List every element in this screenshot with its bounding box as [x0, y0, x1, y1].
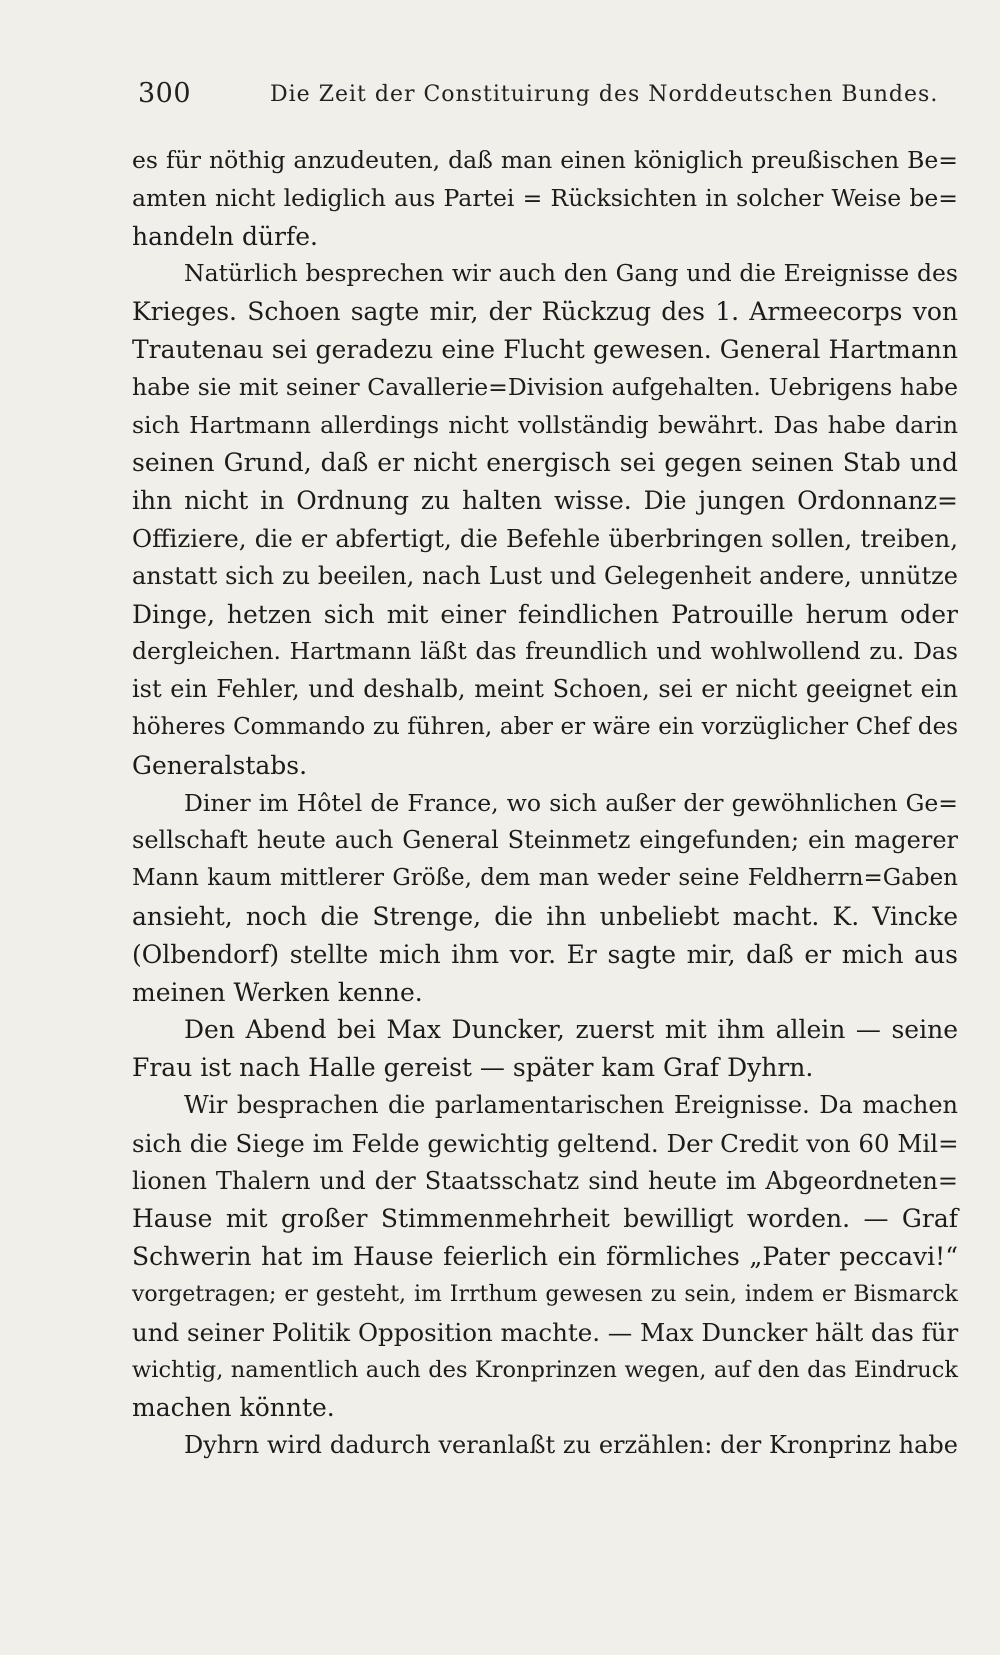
text-line: Schwerin hat im Hause feierlich ein förmliches „Pater peccavi!“: [132, 1242, 958, 1272]
page-number: 300: [138, 78, 192, 109]
text-line: Natürlich besprechen wir auch den Gang und die Ereignisse des: [184, 259, 958, 288]
text-line: Frau ist nach Halle gereist — später kam Graf Dyhrn.: [132, 1053, 814, 1083]
text-line: Dinge, hetzen sich mit einer feindlichen Patrouille herum oder: [132, 599, 958, 629]
text-line: (Olbendorf) stellte mich ihm vor. Er sagte mir, daß er mich aus: [132, 939, 958, 969]
text-line: höheres Commando zu führen, aber er wäre ein vorzüglicher Chef des: [132, 713, 958, 740]
text-line: seinen Grund, daß er nicht energisch sei gegen seinen Stab und: [132, 448, 958, 478]
body-text: [132, 142, 958, 1465]
text-line: sich Hartmann allerdings nicht vollständig bewährt. Das habe darin: [132, 410, 958, 439]
text-line: ansieht, noch die Strenge, die ihn unbeliebt macht. K. Vincke: [132, 901, 958, 931]
text-line: Wir besprachen die parlamentarischen Ereignisse. Da machen: [184, 1090, 958, 1119]
text-line: und seiner Politik Opposition machte. — Max Duncker hält das für: [132, 1317, 959, 1347]
text-line: amten nicht lediglich aus Partei = Rücksichten in solcher Weise be=: [132, 183, 958, 212]
text-line: Generalstabs.: [132, 750, 308, 780]
text-line: Offiziere, die er abfertigt, die Befehle überbringen sollen, treiben,: [132, 523, 958, 553]
text-line: habe sie mit seiner Cavallerie=Division aufgehalten. Uebrigens habe: [132, 372, 958, 401]
text-line: wichtig, namentlich auch des Kronprinzen wegen, auf den das Eindruck: [132, 1356, 958, 1383]
text-line: ist ein Fehler, und deshalb, meint Schoen, sei er nicht geeignet ein: [132, 675, 958, 704]
text-line: lionen Thalern und der Staatsschatz sind heute im Abgeordneten=: [132, 1166, 958, 1195]
text-line: dergleichen. Hartmann läßt das freundlich und wohlwollend zu. Das: [132, 637, 958, 666]
text-line: sich die Siege im Felde gewichtig geltend. Der Credit von 60 Mil=: [132, 1128, 959, 1158]
text-line: vorgetragen; er gesteht, im Irrthum gewesen zu sein, indem er Bismarck: [132, 1281, 958, 1307]
text-line: ihn nicht in Ordnung zu halten wisse. Die jungen Ordonnanz=: [132, 486, 958, 516]
text-line: machen könnte.: [132, 1393, 335, 1423]
text-line: sellschaft heute auch General Steinmetz eingefunden; ein magerer: [132, 826, 958, 855]
text-line: es für nöthig anzudeuten, daß man einen königlich preußischen Be=: [132, 146, 958, 174]
running-head: Die Zeit der Constituirung des Norddeutschen Bundes.: [270, 82, 939, 107]
text-line: Den Abend bei Max Duncker, zuerst mit ihm allein — seine: [184, 1015, 958, 1045]
text-line: Krieges. Schoen sagte mir, der Rückzug des 1. Armeecorps von: [132, 297, 958, 327]
text-line: Dyhrn wird dadurch veranlaßt zu erzählen: der Kronprinz habe: [184, 1431, 958, 1460]
text-line: handeln dürfe.: [132, 221, 318, 251]
text-line: Diner im Hôtel de France, wo sich außer der gewöhnlichen Ge=: [184, 788, 958, 817]
text-line: Trautenau sei geradezu eine Flucht gewesen. General Hartmann: [132, 334, 958, 364]
text-line: Mann kaum mittlerer Größe, dem man weder seine Feldherrn=Gaben: [132, 865, 958, 892]
text-line: meinen Werken kenne.: [132, 977, 423, 1007]
text-line: Hause mit großer Stimmenmehrheit bewilligt worden. — Graf: [132, 1204, 958, 1234]
text-line: anstatt sich zu beeilen, nach Lust und Gelegenheit andere, unnütze: [132, 561, 958, 590]
page-header: [138, 78, 960, 118]
